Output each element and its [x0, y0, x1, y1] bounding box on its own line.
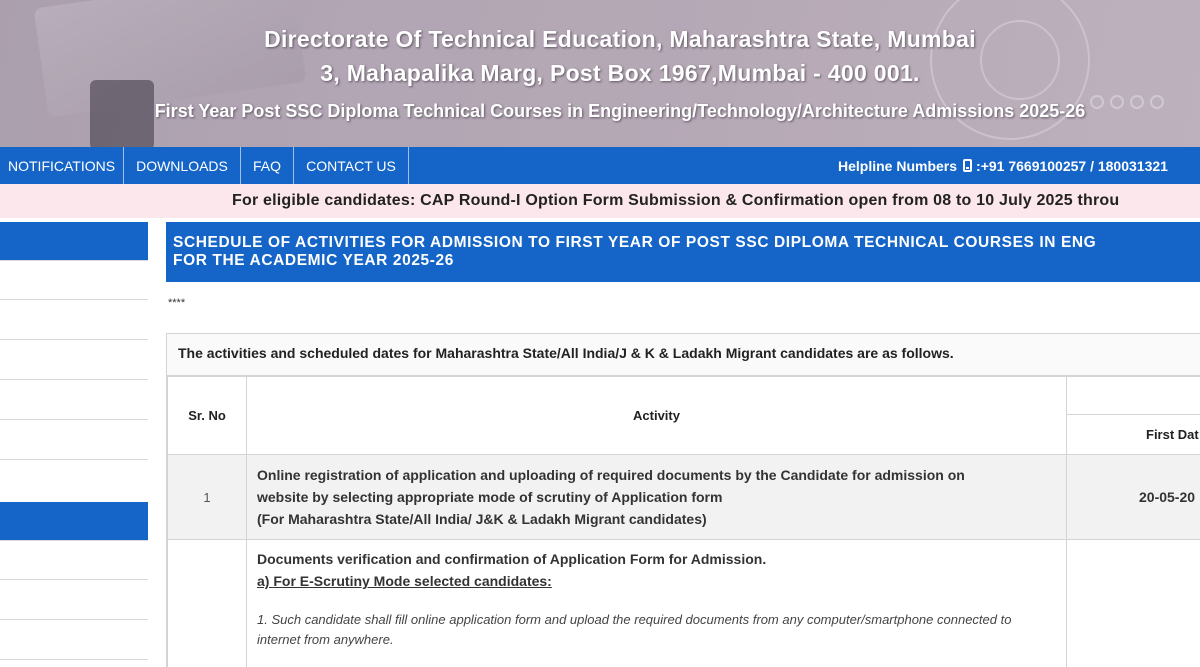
sidebar-header-2 [0, 502, 148, 540]
nav-contact-us[interactable]: CONTACT US [294, 147, 409, 184]
schedule-table [167, 376, 1200, 667]
main-nav [0, 147, 1200, 184]
schedule-intro: The activities and scheduled dates for Maharashtra State/All India/J & K & Ladakh Migrant candidates are as follows. [167, 334, 1200, 376]
row-activity: Documents verification and confirmation of Application Form for Admission. a) For E-Scrutiny Mode selected candidates: 1. Such candidate shall fill online application form and upload the required documents from any computer/smartphone connected to internet from anywhere. [247, 540, 1067, 667]
row-first-date: 20-05-20 [1067, 455, 1200, 540]
header-title: Directorate Of Technical Education, Maharashtra State, Mumbai [264, 26, 976, 52]
sidebar-item[interactable] [0, 380, 148, 420]
phone-icon [963, 159, 972, 172]
sidebar [0, 222, 148, 667]
row-first-date [1067, 540, 1200, 667]
header-address: 3, Mahapalika Marg, Post Box 1967,Mumbai - 400 001. [320, 60, 920, 86]
schedule-title: SCHEDULE OF ACTIVITIES FOR ADMISSION TO FIRST YEAR OF POST SSC DIPLOMA TECHNICAL COURSES IN ENG FOR THE ACADEMIC YEAR 2025-26 [166, 222, 1200, 282]
column-header-first-date: First Dat [1067, 415, 1200, 455]
column-header-sr: Sr. No [168, 377, 247, 455]
main-content [166, 222, 1200, 647]
header-subtitle: First Year Post SSC Diploma Technical Courses in Engineering/Technology/Architecture Admissions 2025-26 [154, 101, 1086, 121]
column-header-activity: Activity [247, 377, 1067, 455]
table-row [168, 540, 1200, 667]
sidebar-item[interactable] [0, 620, 148, 660]
sidebar-header [0, 222, 148, 260]
table-row [168, 455, 1200, 540]
helpline [838, 147, 1168, 184]
column-header-dates [1067, 377, 1200, 415]
announcement-ticker[interactable] [0, 184, 1200, 218]
activity-note: 1. Such candidate shall fill online application form and upload the required documents from any computer/smartphone connected to internet from anywhere. [257, 612, 1012, 647]
row-activity: Online registration of application and uploading of required documents by the Candidate for admission on website by selecting appropriate mode of scrutiny of Application form (For Maharashtra State/All India/ J&K & Ladakh Migrant candidates) [247, 455, 1067, 540]
sidebar-item[interactable] [0, 420, 148, 460]
nav-downloads[interactable]: DOWNLOADS [124, 147, 241, 184]
helpline-label: Helpline Numbers [838, 157, 958, 174]
sidebar-item[interactable] [0, 260, 148, 300]
sidebar-item[interactable] [0, 300, 148, 340]
sidebar-item[interactable] [0, 580, 148, 620]
stars-marker: **** [168, 297, 186, 309]
sidebar-item[interactable] [0, 540, 148, 580]
header-banner [0, 0, 1200, 147]
sidebar-item[interactable] [0, 340, 148, 380]
nav-notifications[interactable]: NOTIFICATIONS [0, 147, 124, 184]
schedule-panel [166, 333, 1200, 667]
activity-subheading: a) For E-Scrutiny Mode selected candidates: [257, 573, 552, 589]
helpline-numbers: :+91 7669100257 / 180031321 [976, 157, 1168, 174]
ticker-text[interactable]: For eligible candidates: CAP Round-I Option Form Submission & Confirmation open from 08 to 10 July 2025 throu [232, 192, 1120, 209]
row-sr [168, 540, 247, 667]
nav-faq[interactable]: FAQ [241, 147, 294, 184]
row-sr: 1 [168, 455, 247, 540]
